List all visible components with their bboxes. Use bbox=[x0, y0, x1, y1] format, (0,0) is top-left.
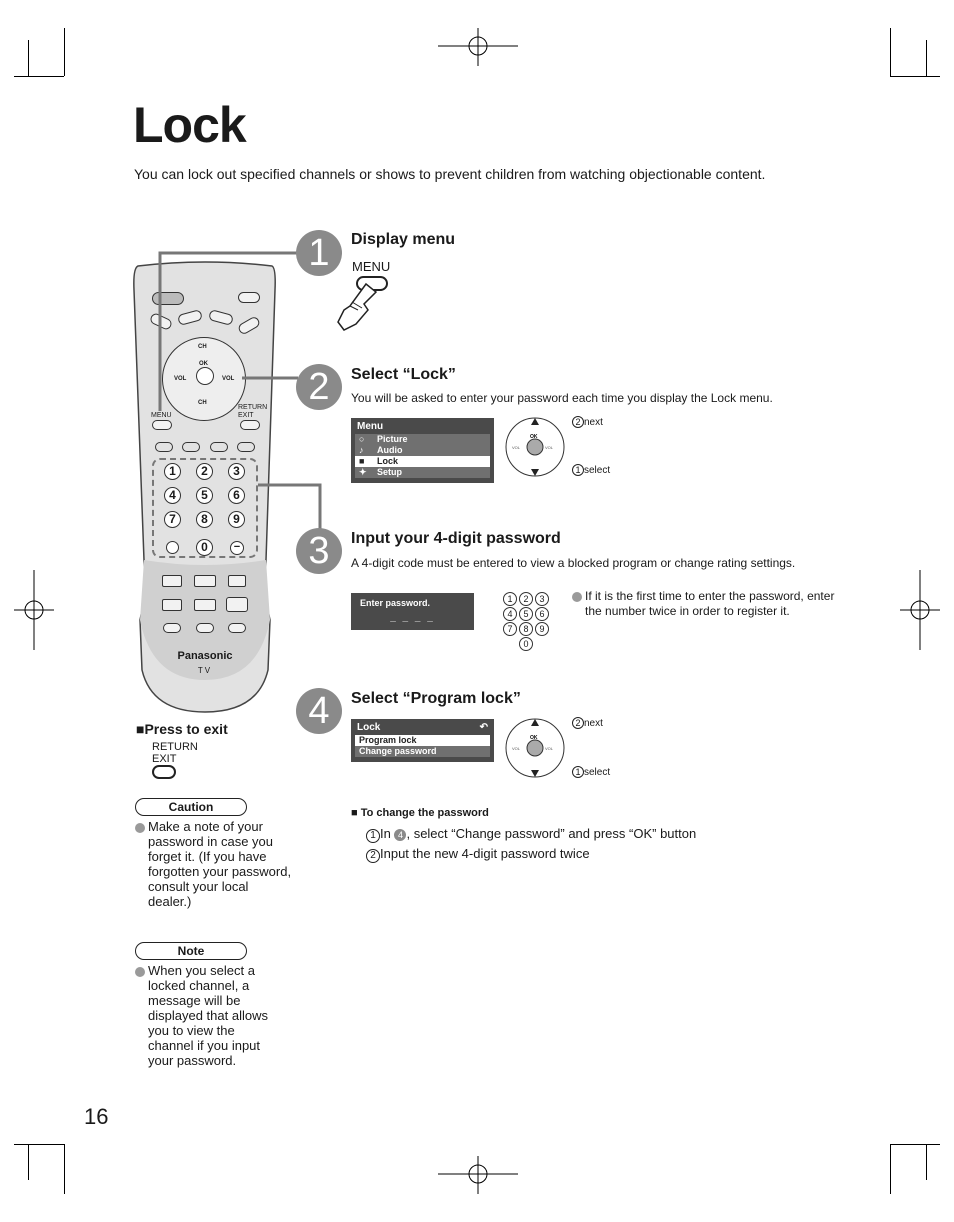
ch-up-label: CH bbox=[198, 344, 207, 350]
vol-up-label: VOL bbox=[222, 376, 235, 382]
crop-mark bbox=[14, 76, 64, 77]
nav-select-label: 1 select bbox=[572, 766, 610, 778]
lock-osd-title: Lock ↶ bbox=[357, 722, 488, 733]
step-1-number: 1 bbox=[296, 230, 342, 276]
small-keypad bbox=[503, 592, 550, 651]
menu-osd-title: Menu bbox=[357, 421, 384, 432]
key-4[interactable]: 4 bbox=[164, 487, 181, 504]
step-2-title: Select “Lock” bbox=[351, 366, 456, 383]
small-key-1: 1 bbox=[503, 592, 517, 606]
ok-text: OK bbox=[530, 434, 538, 440]
key-5[interactable]: 5 bbox=[196, 487, 213, 504]
key-1[interactable]: 1 bbox=[164, 463, 181, 480]
crop-mark bbox=[28, 1144, 29, 1180]
crop-mark bbox=[14, 1144, 64, 1145]
ok-text: OK bbox=[530, 735, 538, 741]
small-key-3: 3 bbox=[535, 592, 549, 606]
menu-item-lock[interactable]: ■ Lock bbox=[355, 456, 490, 467]
crop-mark bbox=[28, 40, 29, 76]
step-4-number: 4 bbox=[296, 688, 342, 734]
vol-text: VOL bbox=[512, 746, 521, 751]
change-password-step-1: 1 In 4 , select “Change password” and press “OK” button bbox=[366, 826, 696, 843]
vol-text: VOL bbox=[545, 746, 554, 751]
exit-button-icon bbox=[152, 765, 176, 779]
key-2[interactable]: 2 bbox=[196, 463, 213, 480]
dash-key[interactable]: − bbox=[230, 541, 244, 555]
crop-mark bbox=[890, 1144, 891, 1194]
registration-mark bbox=[14, 570, 54, 650]
nav-pad-diagram bbox=[502, 717, 568, 779]
picture-icon: ○ bbox=[359, 434, 365, 444]
crop-mark bbox=[890, 76, 940, 77]
small-key-0: 0 bbox=[519, 637, 533, 651]
small-key-5: 5 bbox=[519, 607, 533, 621]
nav-next-label: 2 next bbox=[572, 717, 603, 729]
crop-mark bbox=[890, 28, 891, 76]
back-icon: ↶ bbox=[479, 722, 488, 733]
step-1-title: Display menu bbox=[351, 231, 456, 248]
registration-mark bbox=[438, 28, 518, 66]
menu-osd bbox=[351, 418, 494, 483]
remote-button[interactable] bbox=[226, 597, 248, 612]
key-8[interactable]: 8 bbox=[196, 511, 213, 528]
remote-button[interactable] bbox=[162, 599, 182, 611]
intro-text: You can lock out specified channels or shows to prevent children from watching objectionable content. bbox=[134, 166, 766, 182]
vol-down-label: VOL bbox=[174, 376, 187, 382]
page-title: Lock bbox=[133, 97, 246, 153]
password-osd bbox=[351, 593, 474, 630]
remote-button[interactable] bbox=[163, 623, 181, 633]
registration-mark bbox=[438, 1156, 518, 1194]
small-key-2: 2 bbox=[519, 592, 533, 606]
setup-icon: ✦ bbox=[359, 467, 367, 477]
bullet-icon bbox=[135, 823, 145, 833]
tv-label: TV bbox=[197, 666, 213, 675]
ok-label: OK bbox=[199, 361, 208, 367]
crop-mark bbox=[890, 1144, 940, 1145]
key-3[interactable]: 3 bbox=[228, 463, 245, 480]
lock-item-program-lock[interactable]: Program lock bbox=[355, 735, 490, 746]
small-key-9: 9 bbox=[535, 622, 549, 636]
bullet-icon bbox=[572, 592, 582, 602]
step-2-number: 2 bbox=[296, 364, 342, 410]
menu-item-picture[interactable]: ○ Picture bbox=[355, 434, 490, 445]
small-key-6: 6 bbox=[535, 607, 549, 621]
nav-next-label: 2 next bbox=[572, 416, 603, 428]
key-6[interactable]: 6 bbox=[228, 487, 245, 504]
return-exit-button-label: RETURN EXIT bbox=[152, 741, 198, 765]
crop-mark bbox=[64, 28, 65, 76]
step-3-title: Input your 4-digit password bbox=[351, 530, 561, 547]
note-text: When you select a locked channel, a message will be displayed that allows you to view the channel if you input your password. bbox=[135, 963, 280, 1068]
change-password-step-2: 2 Input the new 4-digit password twice bbox=[366, 846, 590, 863]
step-3-number: 3 bbox=[296, 528, 342, 574]
crop-mark bbox=[64, 1144, 65, 1194]
remote-button[interactable] bbox=[228, 623, 246, 633]
remote-button[interactable] bbox=[194, 599, 216, 611]
menu-item-audio[interactable]: ♪ Audio bbox=[355, 445, 490, 456]
password-field[interactable]: _ _ _ _ bbox=[390, 612, 435, 623]
audio-icon: ♪ bbox=[359, 445, 364, 455]
nav-select-label: 1 select bbox=[572, 464, 610, 476]
lock-icon: ■ bbox=[359, 456, 365, 466]
vol-text: VOL bbox=[545, 445, 554, 450]
hand-press-icon bbox=[336, 280, 382, 334]
key-7[interactable]: 7 bbox=[164, 511, 181, 528]
small-key-4: 4 bbox=[503, 607, 517, 621]
menu-item-setup[interactable]: ✦ Setup bbox=[355, 467, 490, 478]
change-password-heading: ■ To change the password bbox=[351, 807, 489, 819]
password-osd-title: Enter password. bbox=[360, 598, 431, 608]
caution-text: Make a note of your password in case you forget it. (If you have forgotten your password, consult your local dealer.) bbox=[135, 819, 295, 909]
caution-label: Caution bbox=[135, 798, 247, 816]
password-note: If it is the first time to enter the password, enter the number twice in order to register it. bbox=[572, 589, 837, 619]
note-label: Note bbox=[135, 942, 247, 960]
ch-down-label: CH bbox=[198, 400, 207, 406]
remote-button[interactable] bbox=[196, 623, 214, 633]
key-9[interactable]: 9 bbox=[228, 511, 245, 528]
lock-item-change-password[interactable]: Change password bbox=[355, 746, 490, 757]
nav-pad-diagram bbox=[502, 416, 568, 478]
lock-osd bbox=[351, 719, 494, 762]
page-number: 16 bbox=[84, 1104, 109, 1129]
menu-label: MENU bbox=[151, 412, 172, 419]
menu-button-label: MENU bbox=[352, 259, 391, 274]
registration-mark bbox=[900, 570, 940, 650]
square-bullet-icon: ■ bbox=[136, 721, 145, 737]
step-4-title: Select “Program lock” bbox=[351, 690, 521, 707]
brand-logo: Panasonic bbox=[177, 650, 233, 662]
press-to-exit-heading: ■Press to exit bbox=[136, 721, 228, 737]
return-exit-label: RETURN EXIT bbox=[238, 404, 268, 419]
key-0[interactable]: 0 bbox=[196, 539, 213, 556]
small-key-7: 7 bbox=[503, 622, 517, 636]
vol-text: VOL bbox=[512, 445, 521, 450]
step-2-text: You will be asked to enter your password each time you display the Lock menu. bbox=[351, 391, 773, 405]
small-key-8: 8 bbox=[519, 622, 533, 636]
crop-mark bbox=[926, 40, 927, 76]
crop-mark bbox=[926, 1144, 927, 1180]
bullet-icon bbox=[135, 967, 145, 977]
step-3-text: A 4-digit code must be entered to view a blocked program or change rating settings. bbox=[351, 556, 796, 570]
square-bullet-icon: ■ bbox=[351, 807, 361, 819]
